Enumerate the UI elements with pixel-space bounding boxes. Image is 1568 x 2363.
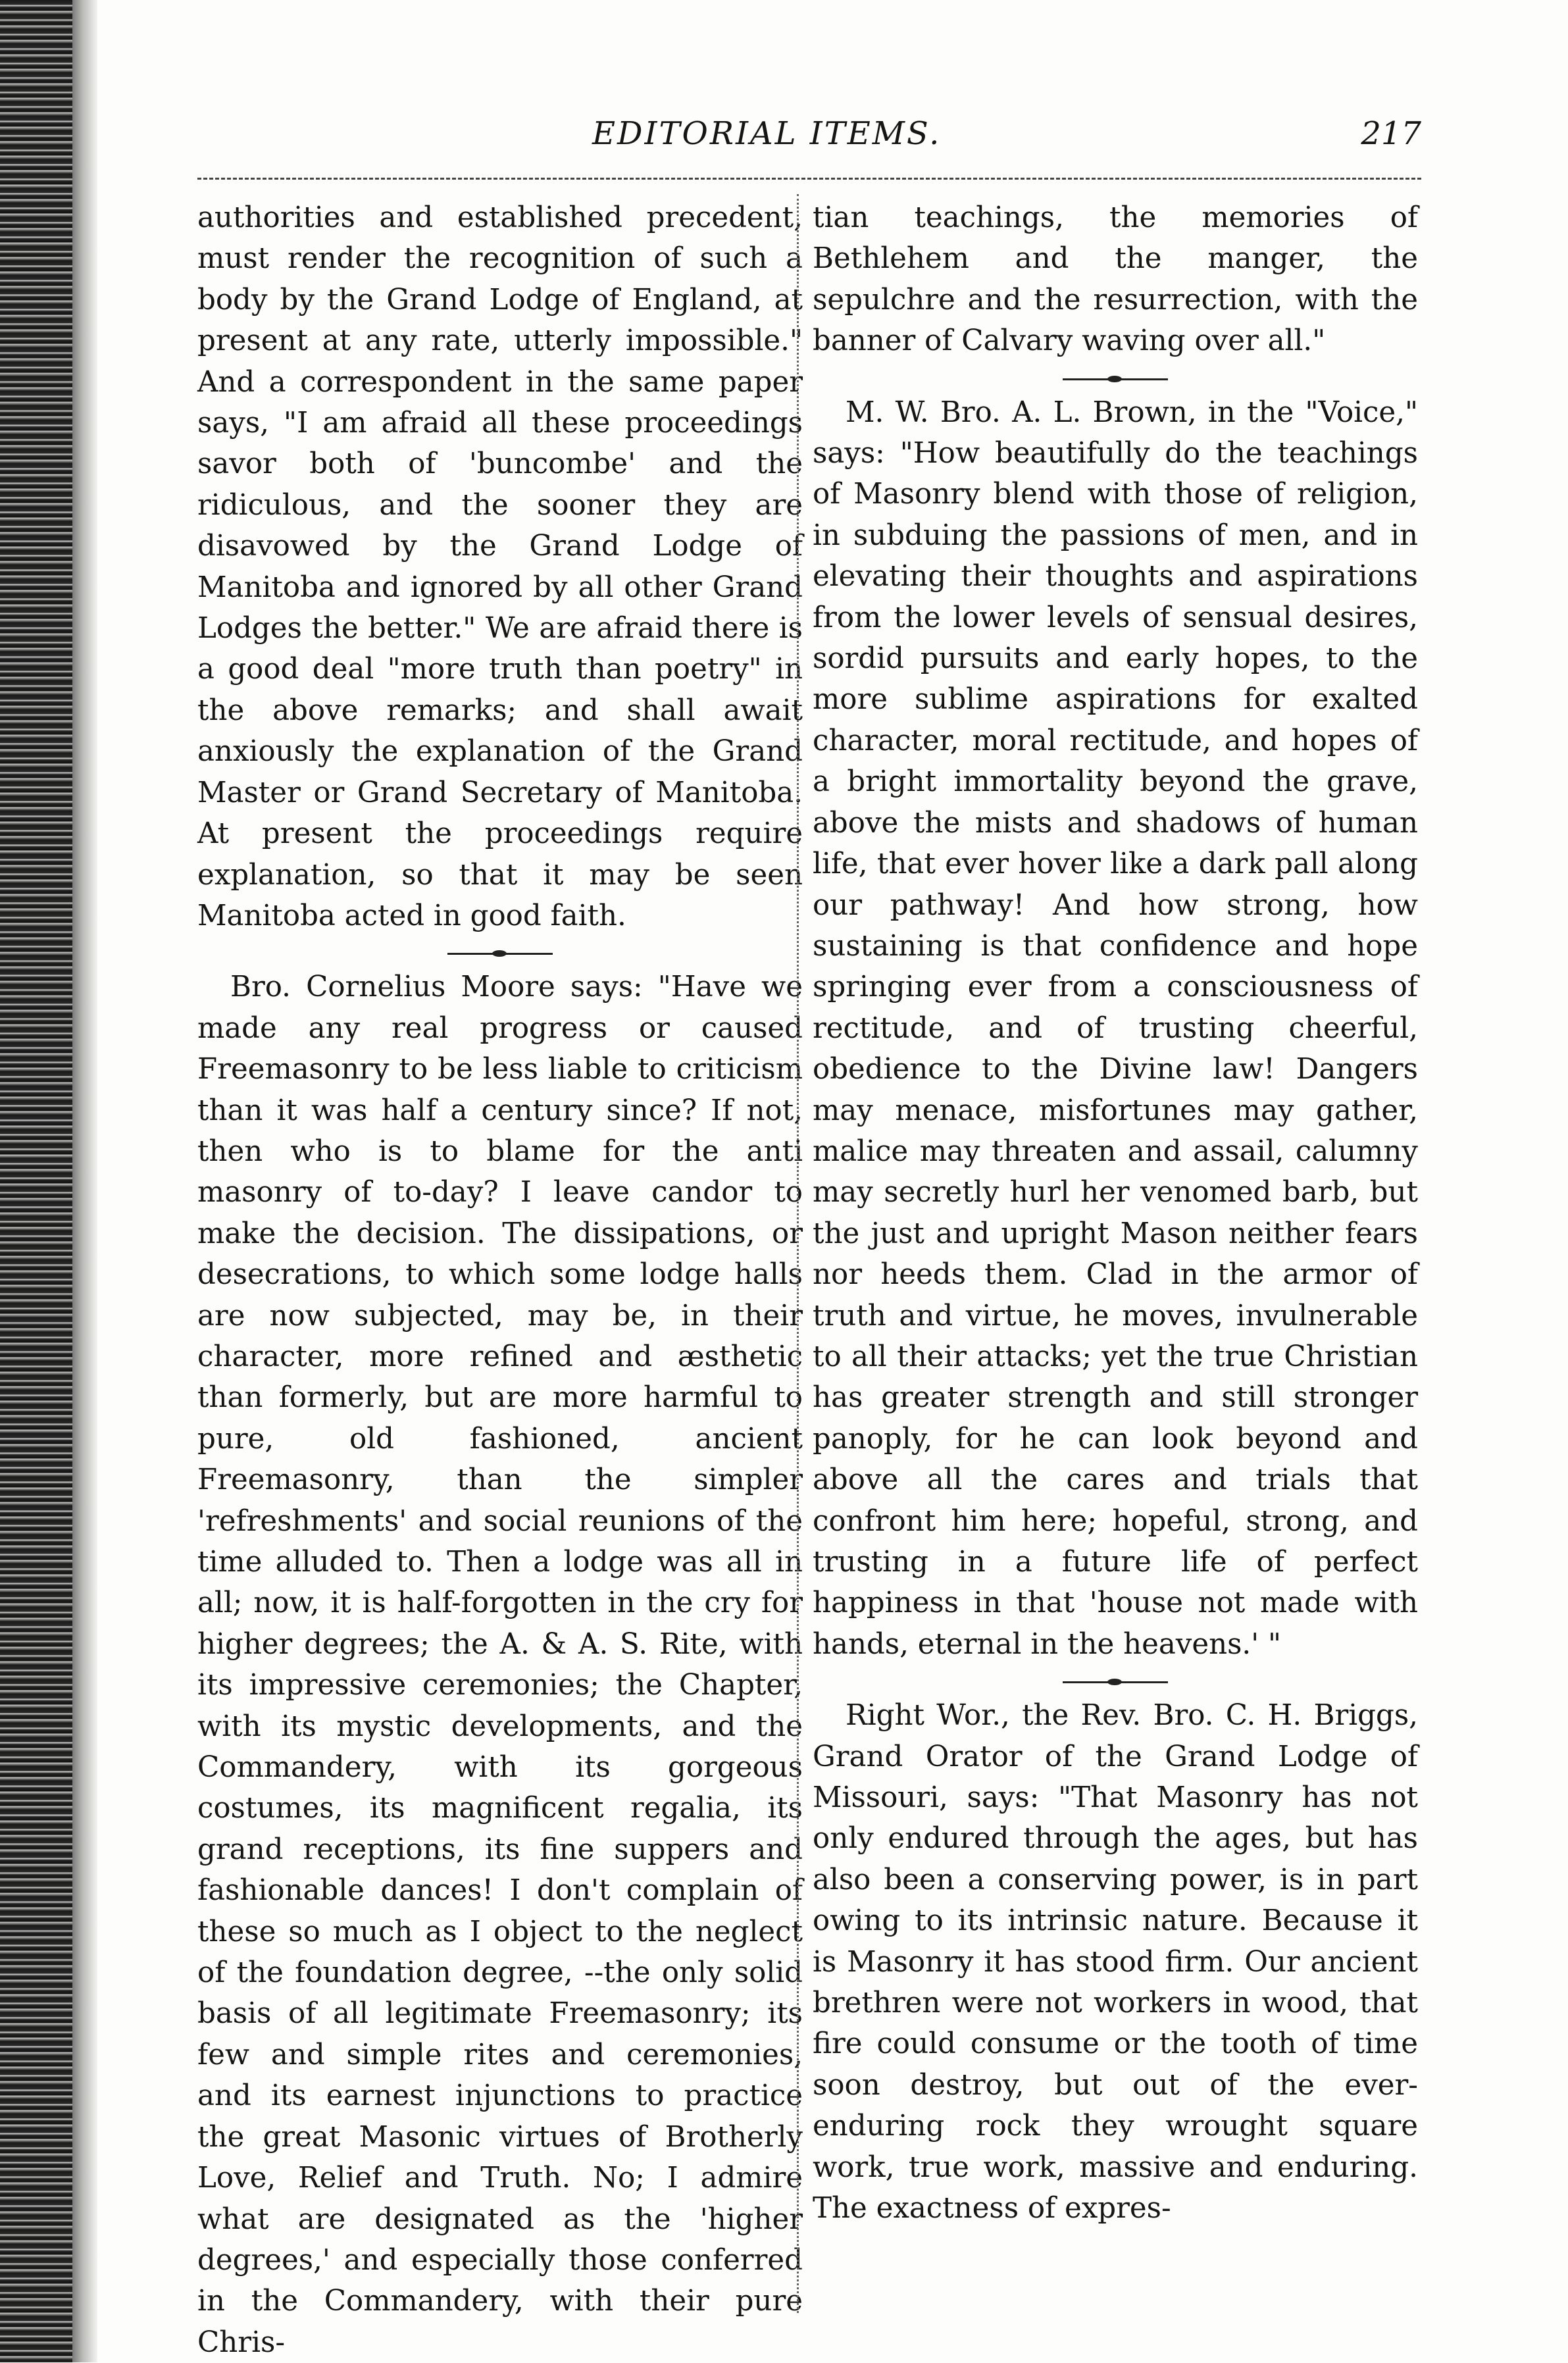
left-paragraph-2: Bro. Cornelius Moore says: "Have we made any real progress or caused Freemasonry to be less liable to criticism than it was half a century since? If not, then who is to blame for the anti masonry of to-day? I leave candor to make the decision. The dissipations, or desecrations, to which some lodge halls are now subjected, may be, in their character, more refined and æsthetic than formerly, but are more harmful to pure, old fashioned, ancient Freemasonry, than the simpler 'refreshments' and social reunions of the time alluded to. Then a lodge was all in all; now, it is half-forgotten in the cry for higher degrees; the A. & A. S. Rite, with its impressive ceremonies; the Chapter, with its mystic developments, and the Commandery, with its gorgeous costumes, its magnificent regalia, its grand receptions, its fine suppers and fashionable dances! I don't complain of these so much as I object to the neglect of the foundation degree, --the only solid basis of all legitimate Freemasonry; its few and simple rites and ceremonies, and its earnest injunctions to practice the great Masonic virtues of Brotherly Love, Relief and Truth. No; I admire what are designated as the 'higher degrees,' and especially those conferred in the Commandery, with their pure Chris- [197,971,803,2359]
section-separator [447,950,553,957]
section-separator [1063,375,1168,383]
binding-shadow [72,0,97,2362]
book-binding-edge [0,0,72,2362]
right-column [813,197,1418,2229]
section-separator [1063,1678,1168,1686]
column-divider [797,194,799,2313]
header-rule [197,178,1421,180]
right-paragraph-1: tian teachings, the memories of Bethlehem and the manger, the sepulchre and the resurrection, with the banner of Calvary waving over all." [813,201,1418,358]
running-title: EDITORIAL ITEMS. [592,115,942,152]
left-column [197,197,803,2363]
right-paragraph-3: Right Wor., the Rev. Bro. C. H. Briggs, Grand Orator of the Grand Lodge of Missouri, says: "That Masonry has not only endured through the ages, but has also been a conserving power, is in part owing to its intrinsic nature. Because it is Masonry it has stood firm. Our ancient brethren were not workers in wood, that fire could consume or the tooth of time soon destroy, but out of the ever-enduring rock they wrought square work, true work, massive and enduring. The exactness of expres- [813,1699,1418,2225]
page-header [197,115,1421,168]
left-paragraph-1: authorities and established precedent, must render the recognition of such a body by the Grand Lodge of England, at present at any rate, utterly impossible." And a correspondent in the same paper says, "I am afraid all these proceedings savor both of 'buncombe' and the ridiculous, and the sooner they are disavowed by the Grand Lodge of Manitoba and ignored by all other Grand Lodges the better." We are afraid there is a good deal "more truth than poetry" in the above remarks; and shall await anxiously the explanation of the Grand Master or Grand Secretary of Manitoba. At present the proceedings require explanation, so that it may be seen Manitoba acted in good faith. [197,201,803,932]
right-paragraph-2: M. W. Bro. A. L. Brown, in the "Voice," says: "How beautifully do the teachings of Masonry blend with those of religion, in subduing the passions of men, and in elevating their thoughts and aspirations from the lower levels of sensual desires, sordid pursuits and early hopes, to the more sublime aspirations for exalted character, moral rectitude, and hopes of a bright immortality beyond the grave, above the mists and shadows of human life, that ever hover like a dark pall along our pathway! And how strong, how sustaining is that confidence and hope springing ever from a consciousness of rectitude, and of trusting cheerful, obedience to the Divine law! Dangers may menace, misfortunes may gather, malice may threaten and assail, calumny may secretly hurl her venomed barb, but the just and upright Mason neither fears nor heeds them. Clad in the armor of truth and virtue, he moves, invulnerable to all their attacks; yet the true Christian has greater strength and still stronger panoply, for he can look beyond and above all the cares and trials that confront him here; hopeful, strong, and trusting in a future life of perfect happiness in that 'house not made with hands, eternal in the heavens.' " [813,395,1418,1661]
page-number: 217 [1361,115,1421,152]
